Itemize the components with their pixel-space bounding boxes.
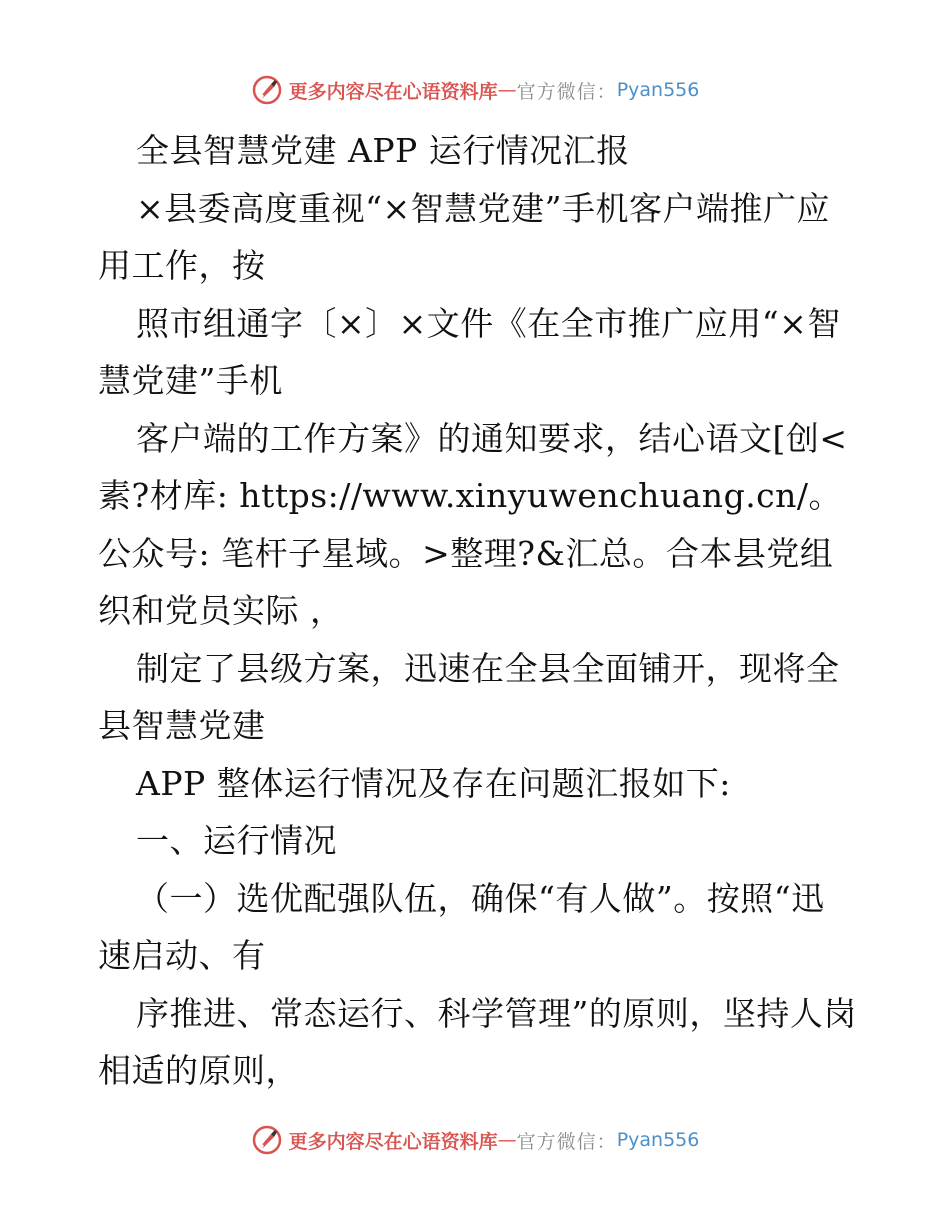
paragraph-line: 制定了县级方案，迅速在全县全面铺开，现将全县智慧党建 xyxy=(98,648,840,745)
watermark-account: Pyan556 xyxy=(616,79,700,101)
paragraph-line: APP 整体运行情况及存在问题汇报如下: xyxy=(136,763,731,803)
document-title: 全县智慧党建 APP 运行情况汇报 xyxy=(136,131,630,170)
document-body xyxy=(98,122,858,1100)
watermark-account: Pyan556 xyxy=(616,1129,700,1151)
watermark-footer xyxy=(0,1120,950,1160)
watermark-official: 官方微信： xyxy=(516,1130,617,1153)
section-heading: 一、运行情况 xyxy=(136,821,337,860)
paragraph-line: （一）选优配强队伍，确保“有人做”。按照“迅速启动、有 xyxy=(98,878,825,975)
pen-nib-icon xyxy=(251,1124,283,1156)
watermark-official: 官方微信： xyxy=(516,80,617,103)
watermark-dash: — xyxy=(497,1129,517,1151)
paragraph-line: 客户端的工作方案》的通知要求，结心语文[创<素?材库: https://www.xinyuwenchuang.cn/。公众号: 笔杆子星域。>整理?&汇总。合本县党组织和党员实际 ， xyxy=(98,418,848,630)
watermark-prefix: 更多内容尽在心语资料库 xyxy=(288,80,498,103)
paragraph-line: ×县委高度重视“×智慧党建”手机客户端推广应用工作，按 xyxy=(98,188,831,285)
watermark-header xyxy=(0,70,950,110)
watermark-dash: — xyxy=(497,79,517,101)
pen-nib-icon xyxy=(251,74,283,106)
paragraph-line: 照市组通字〔×〕×文件《在全市推广应用“×智慧党建”手机 xyxy=(98,303,841,400)
paragraph-line: 序推进、常态运行、科学管理”的原则，坚持人岗相适的原则， xyxy=(98,993,857,1090)
watermark-prefix: 更多内容尽在心语资料库 xyxy=(288,1130,498,1153)
